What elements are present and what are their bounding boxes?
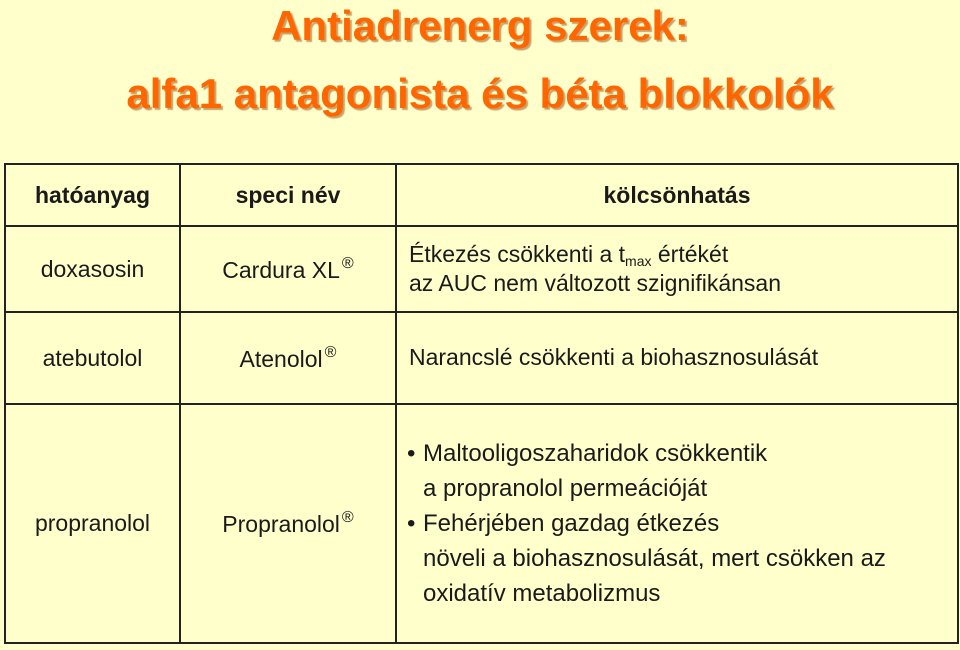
header-drug: hatóanyag [5,164,180,226]
interaction-cell [396,404,958,643]
interaction-text: értékét [651,240,729,267]
brand-name: Atenolol [239,345,323,372]
brand-cell [180,404,396,643]
bullet-icon: • [407,510,416,537]
registered-mark: ® [341,254,354,272]
interaction-text: Étkezés csökkenti a t [409,240,626,267]
bullet-continuation: a propranolol permeációját [423,475,708,502]
tmax-subscript: max [625,252,652,269]
brand-cell [180,226,396,312]
interaction-table [4,163,959,644]
interaction-line: az AUC nem változott szignifikánsan [409,269,782,296]
interaction-cell [396,312,958,404]
interaction-cell [396,226,958,312]
header-interaction: kölcsönhatás [396,164,958,226]
drug-cell: atebutolol [5,312,180,404]
header-brand: speci név [180,164,396,226]
bullet-continuation: oxidatív metabolizmus [423,580,661,607]
drug-cell: doxasosin [5,226,180,312]
table-row [5,226,958,312]
table-row [5,404,958,643]
brand-name: Propranolol [222,511,340,537]
slide-title-line2: alfa1 antagonista és béta blokkolók [126,70,834,117]
brand-cell [180,312,396,404]
table-header-row [5,164,958,226]
interaction-text: Fehérjében gazdag étkezés [423,510,720,537]
interaction-line: Narancslé csökkenti a biohasznosulását [409,344,819,371]
bullet-continuation: növeli a biohasznosulását, mert csökken az [423,545,886,572]
bullet-line [397,436,957,471]
bullet-line [397,506,957,541]
interaction-text: Maltooligoszaharidok csökkentik [423,440,768,467]
registered-mark: ® [341,509,354,526]
table-row [5,312,958,404]
brand-name: Cardura XL [222,256,340,283]
interaction-line [409,241,957,270]
registered-mark: ® [324,343,337,361]
slide-title-line1: Antiadrenerg szerek: [271,2,689,49]
bullet-icon: • [407,440,416,467]
drug-cell: propranolol [5,404,180,643]
